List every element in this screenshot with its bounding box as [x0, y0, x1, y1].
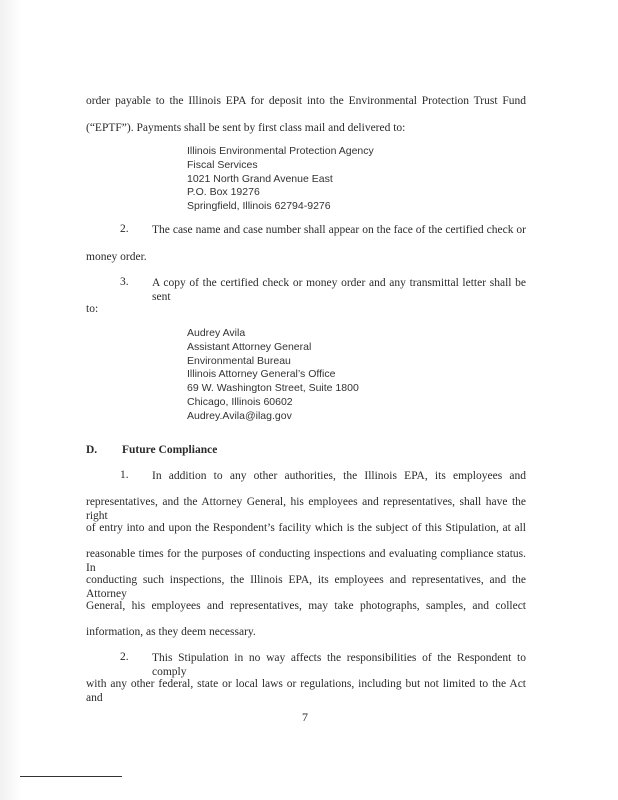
footnote-separator — [20, 776, 122, 777]
address-line: 1021 North Grand Avenue East — [187, 172, 333, 185]
epa-address-block — [187, 145, 374, 214]
address-line: Illinois Attorney General’s Office — [187, 368, 336, 381]
paragraph-line: This Stipulation in no way affects the responsibilities of the Respondent to comply — [152, 652, 526, 678]
paragraph-line: The case name and case number shall appear on the face of the certified check or — [152, 224, 526, 236]
paragraph-line: of entry into and upon the Respondent’s facility which is the subject of this Stipulation, at all — [86, 522, 526, 534]
paragraph-line: with any other federal, state or local laws or regulations, including but not limited to the Act and — [86, 678, 526, 704]
paragraph-line: In addition to any other authorities, the Illinois EPA, its employees and — [152, 470, 526, 482]
section-heading: Future Compliance — [122, 444, 218, 456]
paragraph-line: order payable to the Illinois EPA for deposit into the Environmental Protection Trust Fund — [86, 95, 526, 107]
paragraph-line: (“EPTF”). Payments shall be sent by first class mail and delivered to: — [86, 122, 406, 134]
address-line: Environmental Bureau — [187, 354, 291, 367]
address-line: P.O. Box 19276 — [187, 186, 260, 199]
paragraph-line: reasonable times for the purposes of conducting inspections and evaluating compliance status. In — [86, 548, 526, 574]
section-letter: D. — [86, 444, 98, 456]
paragraph-line: General, his employees and representatives, may take photographs, samples, and collect — [86, 600, 526, 612]
page-number: 7 — [302, 710, 308, 724]
item-number: 3. — [120, 276, 129, 288]
address-line: Assistant Attorney General — [187, 340, 312, 353]
item-number: 1. — [120, 469, 129, 481]
paragraph-line: A copy of the certified check or money order and any transmittal letter shall be sent — [152, 277, 526, 303]
item-number: 2. — [120, 223, 129, 235]
scan-edge-shading — [0, 0, 22, 800]
address-line: Springfield, Illinois 62794-9276 — [187, 200, 331, 213]
address-line: Fiscal Services — [187, 158, 258, 171]
paragraph-line: money order. — [86, 251, 147, 263]
attorney-general-address-block — [187, 327, 359, 424]
paragraph-line: representatives, and the Attorney General, his employees and representatives, shall have the right — [86, 496, 526, 522]
address-line: Audrey.Avila@ilag.gov — [187, 409, 292, 422]
address-line: 69 W. Washington Street, Suite 1800 — [187, 382, 359, 395]
address-line: Chicago, Illinois 60602 — [187, 395, 293, 408]
paragraph-line: information, as they deem necessary. — [86, 626, 256, 638]
paragraph-line: to: — [86, 303, 99, 315]
paragraph-line: conducting such inspections, the Illinois EPA, its employees and representatives, and the Attorney — [86, 574, 526, 600]
address-line: Audrey Avila — [187, 327, 246, 339]
item-number: 2. — [120, 651, 129, 663]
address-line: Illinois Environmental Protection Agency — [187, 145, 374, 157]
